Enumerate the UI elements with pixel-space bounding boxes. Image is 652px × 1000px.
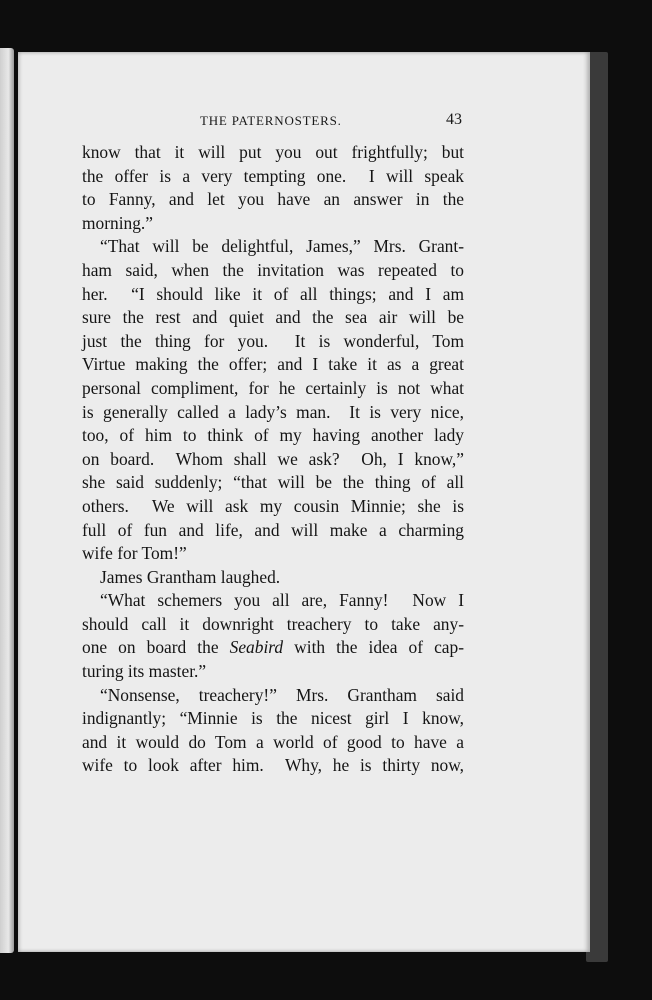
left-page-edge: [0, 48, 14, 953]
body-text: [82, 141, 464, 778]
text-line: indignantly; “Minnie is the nicest girl I know,: [82, 708, 464, 729]
text-line: full of fun and life, and will make a charming: [82, 519, 464, 540]
text-line: she said suddenly; “that will be the thing of all: [82, 472, 464, 493]
text-line: wife for Tom!”: [82, 543, 187, 564]
text-line: the offer is a very tempting one. I will speak: [82, 165, 464, 186]
text-line: and it would do Tom a world of good to have a: [82, 731, 464, 752]
text-line: “That will be delightful, James,” Mrs. Grant-: [100, 236, 464, 257]
text-line: turing its master.”: [82, 661, 207, 682]
page-number: 43: [446, 111, 462, 128]
text-line: to Fanny, and let you have an answer in the: [82, 189, 464, 210]
text-line: personal compliment, for he certainly is not what: [82, 377, 464, 398]
text-line: “What schemers you all are, Fanny! Now I: [100, 590, 464, 611]
running-title: THE PATERNOSTERS.: [200, 113, 342, 128]
text-line: on board. Whom shall we ask? Oh, I know,”: [82, 448, 464, 469]
text-line: is generally called a lady’s man. It is very nice,: [82, 401, 464, 422]
text-line: others. We will ask my cousin Minnie; she is: [82, 495, 464, 516]
text-line: her. “I should like it of all things; and I am: [82, 283, 464, 304]
running-head: [82, 113, 462, 133]
text-line: should call it downright treachery to take any-: [82, 613, 464, 634]
text-line: ham said, when the invitation was repeated to: [82, 259, 464, 280]
text-line: know that it will put you out frightfully; but: [82, 142, 464, 162]
text-line: just the thing for you. It is wonderful, Tom: [82, 330, 464, 351]
ship-name: Seabird: [229, 637, 284, 658]
text-line: too, of him to think of my having another lady: [82, 425, 464, 446]
text-line: wife to look after him. Why, he is thirty now,: [82, 755, 464, 776]
text-line: James Grantham laughed.: [100, 566, 281, 587]
text-line: Virtue making the offer; and I take it as a great: [82, 354, 464, 375]
text-line: “Nonsense, treachery!” Mrs. Grantham said: [100, 684, 464, 705]
text-line: sure the rest and quiet and the sea air will be: [82, 307, 464, 328]
text-line: one on board the Seabird with the idea of cap-: [82, 637, 464, 658]
text-line: morning.”: [82, 212, 153, 233]
